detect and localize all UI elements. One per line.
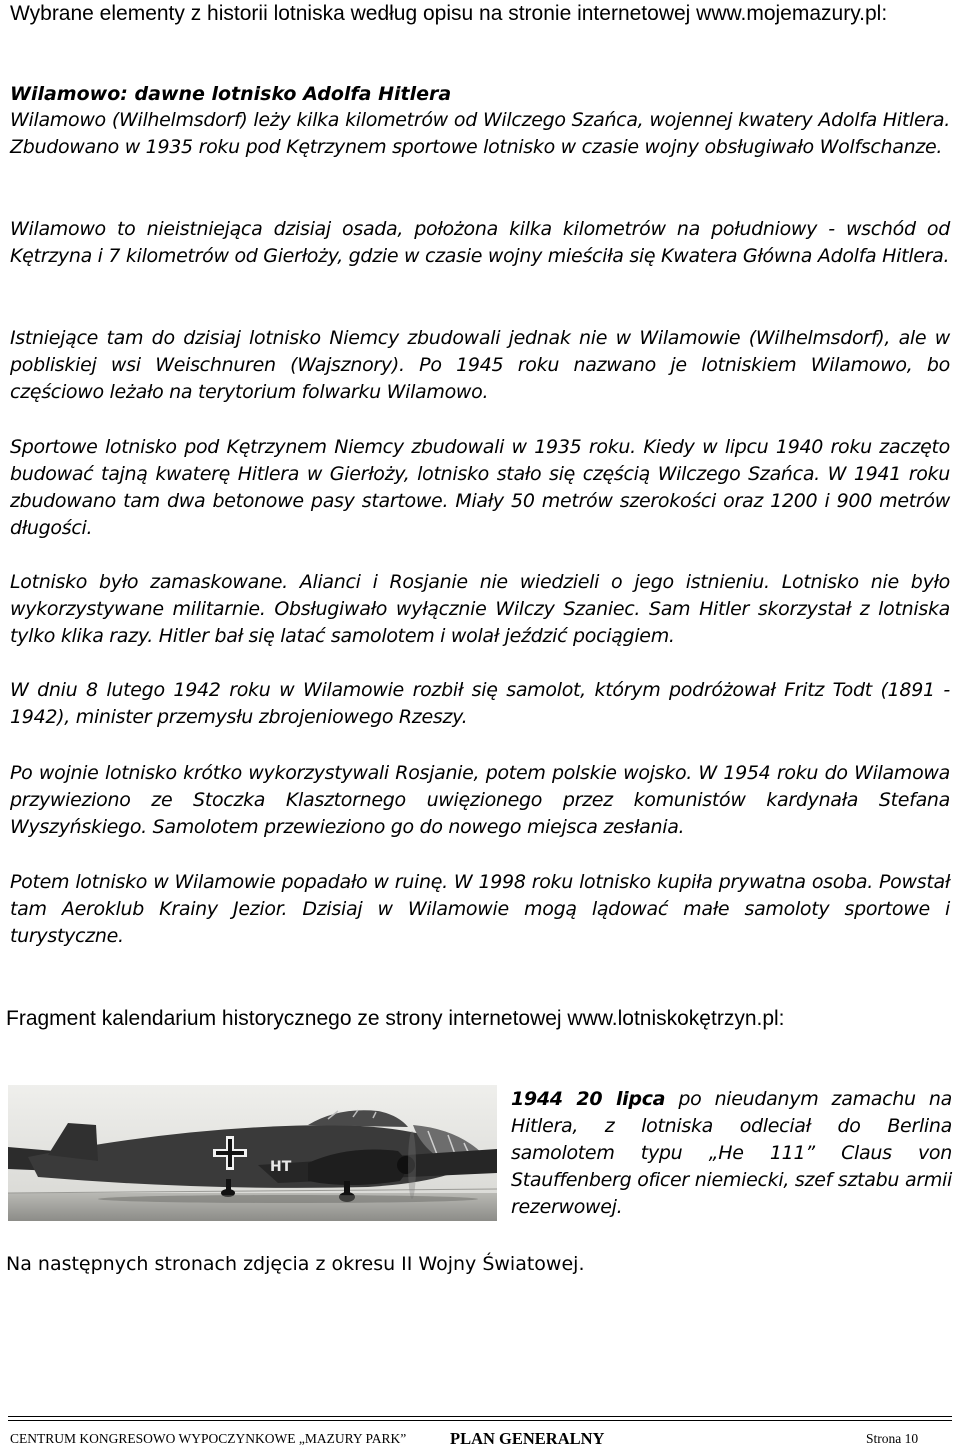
he111-photo (8, 1085, 497, 1221)
section-title: Wilamowo: dawne lotnisko Adolfa Hitlera (10, 83, 452, 105)
next-pages-note: Na następnych stronach zdjęcia z okresu II Wojny Światowej. (6, 1253, 585, 1275)
paragraph-ruina: Potem lotnisko w Wilamowie popadało w ruinę. W 1998 roku lotnisko kupiła prywatna osoba. Powstał tam Aeroklub Krainy Jezior. Dzisiaj w Wilamowie mogą lądować małe samoloty sportowe i turystyczne. (10, 871, 950, 947)
paragraph-maskowanie: Lotnisko było zamaskowane. Alianci i Rosjanie nie wiedzieli o jego istnieniu. Lotnisko nie było wykorzystywane militarnie. Obsługiwało wyłącznie Wilczy Szaniec. Sam Hitler skorzystał z lotniska tylko klika razy. Hitler bał się latać samolotem i wolał jeździć pociągiem. (10, 571, 950, 647)
section-lead: Wilamowo (Wilhelmsdorf) leży kilka kilometrów od Wilczego Szańca, wojennej kwatery Adolfa Hitlera. Zbudowano w 1935 roku pod Kętrzynem sportowe lotnisko w czasie wojny obsługiwało Wolfschanze. (10, 109, 950, 158)
paragraph-osada: Wilamowo to nieistniejąca dzisiaj osada, położona kilka kilometrów na południowy - wschód od Kętrzyna i 7 kilometrów od Gierłoży, gdzie w czasie wojny mieściła się Kwatera Główna Adolfa Hitlera. (10, 218, 950, 267)
footer-page-number: Strona 10 (866, 1431, 919, 1446)
paragraph-wajsznory: Istniejące tam do dzisiaj lotnisko Niemcy zbudowali jednak nie w Wilamowie (Wilhelmsdorf), ale w pobliskiej wsi Weischnuren (Wajsznory). Po 1945 roku nazwano je lotniskiem Wilamowo, bo częściowo leżało na terytorium folwarku Wilamowo. (10, 327, 950, 403)
intro-text: Wybrane elementy z historii lotniska według opisu na stronie internetowej www.mojemazury.pl: (10, 2, 888, 25)
footer-document-title: PLAN GENERALNY (450, 1429, 605, 1448)
calendar-text: po nieudanym zamachu na Hitlera, z lotniska odleciał do Berlina samolotem typu „He 111” Claus von Stauffenberg oficer niemiecki, szef sztabu armii rezerwowej. (511, 1088, 952, 1218)
calendar-entry (511, 1086, 952, 1221)
tail-code-label: HT (270, 1159, 292, 1175)
he111-aircraft-image (8, 1085, 497, 1221)
paragraph-po-wojnie: Po wojnie lotnisko krótko wykorzystywali Rosjanie, potem polskie wojsko. W 1954 roku do Wilamowa przywieziono ze Stoczka Klasztornego uwięzionego przez komunistów kardynała Stefana Wyszyńskiego. Samolotem przewieziono go do nowego miejsca zesłania. (10, 762, 950, 838)
footer-organization: CENTRUM KONGRESOWO WYPOCZYNKOWE „MAZURY PARK” (10, 1431, 407, 1446)
paragraph-todt: W dniu 8 lutego 1942 roku w Wilamowie rozbił się samolot, którym podróżował Fritz Todt (1891 - 1942), minister przemysłu zbrojeniowego Rzeszy. (10, 679, 950, 728)
fragment-heading: Fragment kalendarium historycznego ze strony internetowej www.lotniskokętrzyn.pl: (6, 1007, 785, 1030)
paragraph-budowa: Sportowe lotnisko pod Kętrzynem Niemcy zbudowali w 1935 roku. Kiedy w lipcu 1940 roku zaczęto budować tajną kwaterę Hitlera w Gierłoży, lotnisko stało się częścią Wilczego Szańca. W 1941 roku zbudowano tam dwa betonowe pasy startowe. Miały 50 metrów szerokości oraz 1200 i 900 metrów długości. (10, 436, 950, 539)
footer-divider (8, 1416, 952, 1421)
calendar-date: 1944 20 lipca (511, 1088, 666, 1110)
